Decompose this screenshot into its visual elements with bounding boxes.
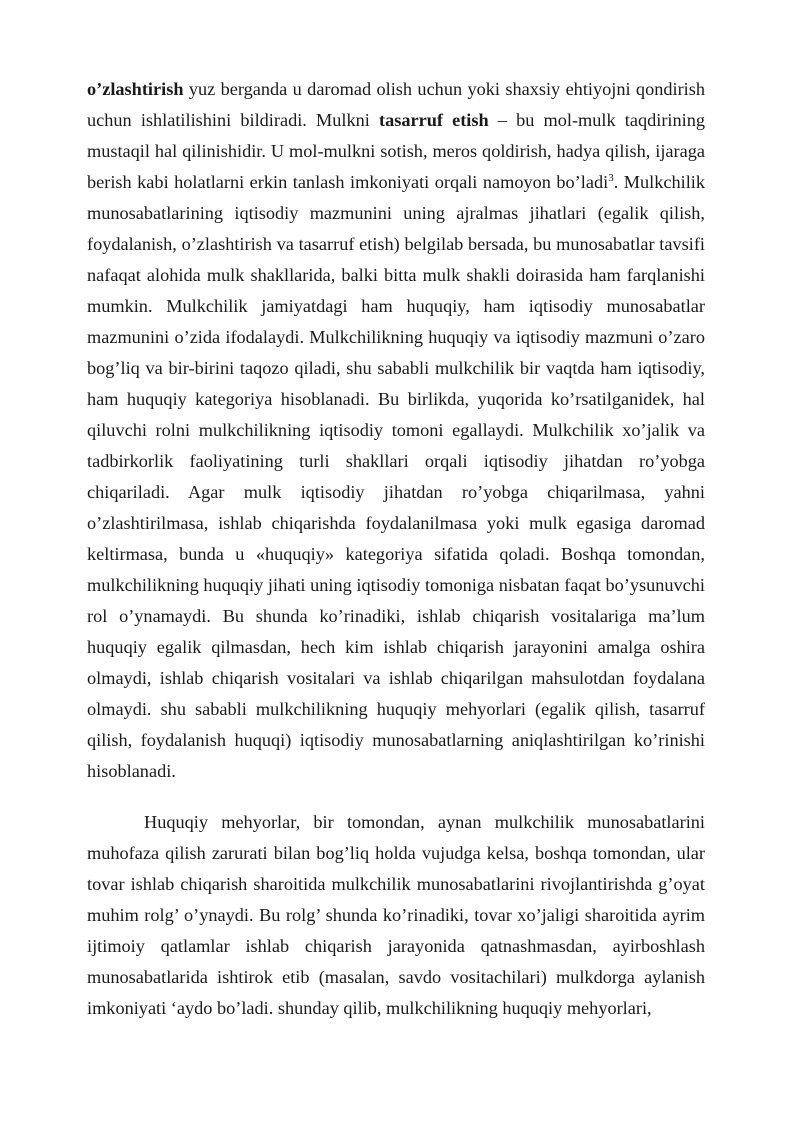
term-tasarruf-etish: tasarruf etish <box>379 110 489 130</box>
paragraph-2 <box>87 807 705 1024</box>
term-ozlashtirish: o’zlashtirish <box>87 79 184 99</box>
paragraph-1-text-a: yuz berganda u daromad olish uchun yoki shaxsiy ehtiyojni qondirish uchun ishlatilishini bildiradi. Mulkni <box>87 79 705 130</box>
paragraph-2-text: Huquqiy mehyorlar, bir tomondan, aynan mulkchilik munosabatlarini muhofaza qilish zarurati bilan bog’liq holda vujudga kelsa, boshqa tomondan, ular tovar ishlab chiqarish sharoitida mulkchilik munosabatlarini rivojlantirishda g’oyat muhim rolg’ o’ynaydi. Bu rolg’ shunda ko’rinadiki, tovar xo’jaligi sharoitida ayrim ijtimoiy qatlamlar ishlab chiqarish jarayonida qatnashmasdan, ayirboshlash munosabatlarida ishtirok etib (masalan, savdo vositachilari) mulkdorga aylanish imkoniyati ‘aydo bo’ladi. shunday qilib, mulkchilikning huquqiy mehyorlari, <box>87 812 705 1018</box>
document-page <box>87 74 705 1024</box>
paragraph-1-text-b: – bu mol-mulk taqdirining mustaqil hal qilinishidir. U mol-mulkni sotish, meros qoldirish, hadya qilish, ijaraga berish kabi holatlarni erkin tanlash imkoniyati orqali namoyon bo’ladi <box>87 110 705 192</box>
paragraph-1-text-c: . Mulkchilik munosabatlarining iqtisodiy mazmunini uning ajralmas jihatlari (egalik qilish, foydalanish, o’zlashtirish va tasarruf etish) belgilab bersada, bu munosabatlar tavsifi nafaqat alohida mulk shakllarida, balki bitta mulk shakli doirasida ham farqlanishi mumkin. Mulkchilik jamiyatdagi ham huquqiy, ham iqtisodiy munosabatlar mazmunini o’zida ifodalaydi. Mulkchilikning huquqiy va iqtisodiy mazmuni o’zaro bog’liq va bir-birini taqozo qiladi, shu sababli mulkchilik bir vaqtda ham iqtisodiy, ham huquqiy kategoriya hisoblanadi. Bu birlikda, yuqorida ko’rsatilganidek, hal qiluvchi rolni mulkchilikning iqtisodiy tomoni egallaydi. Mulkchilik xo’jalik va tadbirkorlik faoliyatining turli shakllari orqali iqtisodiy jihatdan ro’yobga chiqariladi. Agar mulk iqtisodiy jihatdan ro’yobga chiqarilmasa, yahni o’zlashtirilmasa, ishlab chiqarishda foydalanilmasa yoki mulk egasiga daromad keltirmasa, bunda u «huquqiy» kategoriya sifatida qoladi. Boshqa tomondan, mulkchilikning huquqiy jihati uning iqtisodiy tomoniga nisbatan faqat bo’ysunuvchi rol o’ynamaydi. Bu shunda ko’rinadiki, ishlab chiqarish vositalariga ma’lum huquqiy egalik qilmasdan, hech kim ishlab chiqarish jarayonini amalga oshira olmaydi, ishlab chiqarish vositalari va ishlab chiqarilgan mahsulotdan foydalana olmaydi. shu sababli mulkchilikning huquqiy mehyorlari (egalik qilish, tasarruf qilish, foydalanish huquqi) iqtisodiy munosabatlarning aniqlashtirilgan ko’rinishi hisoblanadi. <box>87 172 705 781</box>
footnote-ref-3[interactable]: 3 <box>608 171 614 184</box>
paragraph-1 <box>87 74 705 787</box>
